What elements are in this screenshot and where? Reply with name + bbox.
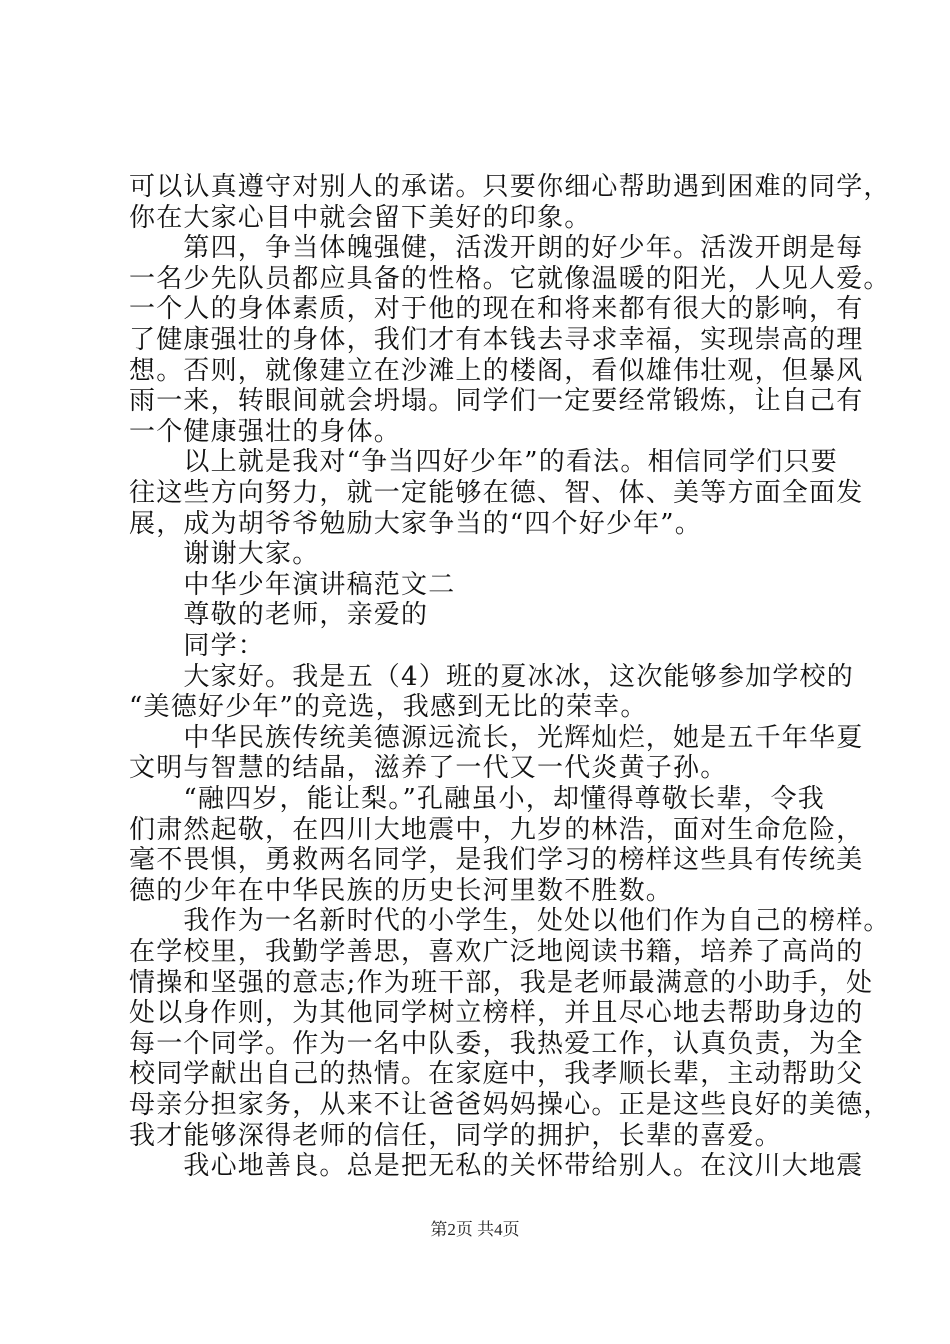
text-line: 大家好。我是五（4）班的夏冰冰，这次能够参加学校的 <box>129 662 854 692</box>
text-line: 展，成为胡爷爷勉励大家争当的“四个好少年”。 <box>129 509 702 539</box>
text-line: 同学： <box>129 631 266 661</box>
text-line: 第四，争当体魄强健，活泼开朗的好少年。活泼开朗是每 <box>129 233 864 263</box>
text-line: 中华民族传统美德源远流长，光辉灿烂，她是五千年华夏 <box>129 723 864 753</box>
text-line: 每一个同学。作为一名中队委，我热爱工作，认真负责，为全 <box>129 1029 864 1059</box>
text-line: 可以认真遵守对别人的承诺。只要你细心帮助遇到困难的同学， <box>129 172 891 202</box>
text-line: 母亲分担家务，从来不让爸爸妈妈操心。正是这些良好的美德， <box>129 1090 891 1120</box>
text-line: 中华少年演讲稿范文二 <box>129 570 456 600</box>
text-line: 我才能够深得老师的信任，同学的拥护，长辈的喜爱。 <box>129 1121 782 1151</box>
text-line: 以上就是我对“争当四好少年”的看法。相信同学们只要 <box>129 447 838 477</box>
text-line: 一名少先队员都应具备的性格。它就像温暖的阳光，人见人爱。 <box>129 264 891 294</box>
text-line: 尊敬的老师，亲爱的 <box>129 600 429 630</box>
text-line: “美德好少年”的竞选，我感到无比的荣幸。 <box>129 692 648 722</box>
text-line: 一个健康强壮的身体。 <box>129 417 402 447</box>
text-line: 我心地善良。总是把无私的关怀带给别人。在汶川大地震 <box>129 1151 864 1181</box>
text-line: 校同学献出自己的热情。在家庭中，我孝顺长辈，主动帮助父 <box>129 1059 864 1089</box>
text-line: 想。否则，就像建立在沙滩上的楼阁，看似雄伟壮观，但暴风 <box>129 356 864 386</box>
text-line: 我作为一名新时代的小学生，处处以他们作为自己的榜样。 <box>129 906 891 936</box>
text-line: 情操和坚强的意志;作为班干部，我是老师最满意的小助手，处 <box>129 968 874 998</box>
text-line: 们肃然起敬，在四川大地震中，九岁的林浩，面对生命危险， <box>129 815 864 845</box>
text-line: 处以身作则，为其他同学树立榜样，并且尽心地去帮助身边的 <box>129 998 864 1028</box>
text-line: 德的少年在中华民族的历史长河里数不胜数。 <box>129 876 674 906</box>
text-line: “融四岁，能让梨。”孔融虽小，却懂得尊敬长辈，令我 <box>129 784 825 814</box>
text-line: 文明与智慧的结晶，滋养了一代又一代炎黄子孙。 <box>129 753 728 783</box>
text-line: 你在大家心目中就会留下美好的印象。 <box>129 203 592 233</box>
text-line: 谢谢大家。 <box>129 539 320 569</box>
text-line: 雨一来，转眼间就会坍塌。同学们一定要经常锻炼，让自己有 <box>129 386 864 416</box>
page-footer: 第2页 共4页 <box>430 1220 520 1239</box>
text-line: 了健康强壮的身体，我们才有本钱去寻求幸福，实现崇高的理 <box>129 325 864 355</box>
text-line: 毫不畏惧，勇救两名同学，是我们学习的榜样这些具有传统美 <box>129 845 864 875</box>
text-line: 往这些方向努力，就一定能够在德、智、体、美等方面全面发 <box>129 478 864 508</box>
text-line: 在学校里，我勤学善思，喜欢广泛地阅读书籍，培养了高尚的 <box>129 937 864 967</box>
text-line: 一个人的身体素质，对于他的现在和将来都有很大的影响，有 <box>129 294 864 324</box>
